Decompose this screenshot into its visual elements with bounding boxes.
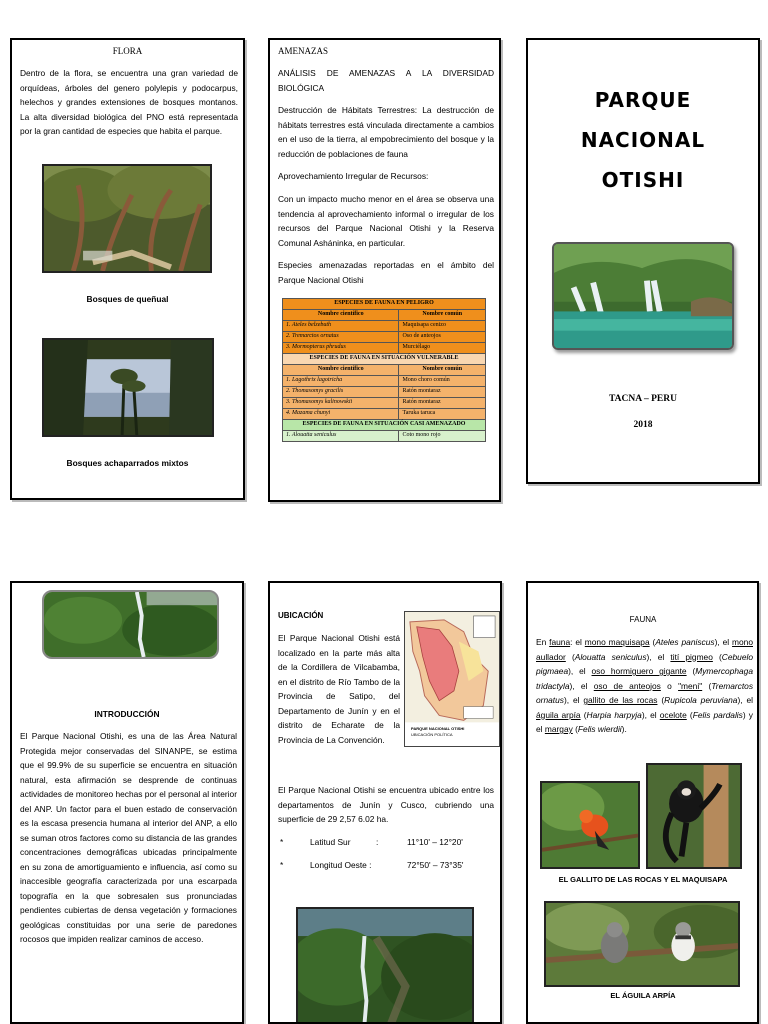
fauna-text: (: [580, 709, 587, 720]
fauna-text: mono aullador: [536, 637, 753, 662]
fauna-text: ).: [621, 724, 627, 734]
fauna-text: Tremarctos ornatus: [536, 680, 754, 705]
table-cell: Coto mono rojo: [399, 431, 486, 442]
fauna-text: ), el: [568, 666, 592, 676]
fauna-text: margay: [544, 724, 573, 734]
map-caption-2: UBICACIÓN POLÍTICA: [411, 732, 453, 737]
intro-panel: [10, 581, 244, 1024]
table-cell: 1. Ateles belzebuth: [283, 321, 399, 332]
fauna-title: FAUNA: [629, 615, 657, 624]
lat-value: 11°10' – 12°20': [407, 837, 463, 847]
amenazas-title: AMENAZAS: [278, 46, 329, 56]
table-cell: 1. Alouatta seniculus: [283, 431, 399, 442]
table-cell: 2. Tremarctos ornatus: [283, 332, 399, 343]
lon-label: Longitud Oeste :: [310, 860, 372, 870]
fauna-text: ) y el: [536, 709, 753, 734]
col-header-scientific: Nombre científico: [283, 310, 399, 321]
table-cell: Mono choro común: [399, 376, 486, 387]
cover-year: 2018: [633, 420, 653, 430]
location-map: [404, 611, 500, 747]
aguila-arpia-photo: [544, 901, 740, 987]
fauna-text: gallito de las rocas: [583, 695, 658, 705]
fauna-panel: [526, 581, 759, 1024]
cover-title-line-3: OTISHI: [601, 168, 685, 192]
fauna-text: ), el: [563, 695, 584, 705]
fauna-text: : el: [570, 637, 585, 647]
amenazas-p4: Especies amenazadas reportadas en el ámbito del Parque Nacional Otishi: [278, 260, 494, 285]
ubicacion-title: UBICACIÓN: [278, 611, 324, 620]
ubicacion-p2: El Parque Nacional Otishi se encuentra ubicado entre los departamentos de Junín y Cusco, cubriendo una superficie de 29 2,57 6.02 ha.: [278, 785, 494, 824]
fauna-text: Ateles paniscus: [655, 637, 715, 647]
fauna-text: (: [712, 651, 722, 662]
lat-bullet: *: [280, 837, 284, 847]
fauna-text: tití pigmeo: [670, 651, 713, 662]
fauna-text: Mymercophaga tridactyla: [536, 666, 753, 691]
gallito-photo: [540, 781, 640, 869]
table-cell: Murciélago: [399, 343, 486, 354]
fauna-text: (: [686, 666, 696, 676]
ubicacion-aerial-photo: [296, 907, 474, 1024]
table-cell: Oso de anteojos: [399, 332, 486, 343]
fauna-text: mono maquisapa: [584, 637, 650, 647]
table-cell: Ratón montaraz: [399, 398, 486, 409]
table-cell: 3. Thomasomys kalinowskii: [283, 398, 399, 409]
ubicacion-p1: El Parque Nacional Otishi está localizado en la parte más alta de la Cordillera de Vilcabamba, en el distrito de Río Tambo de la Provincia de Satipo, del Departamento de Junín y en el distrito de Echarate de la Provincia de La Convención.: [278, 633, 400, 745]
fauna-text: ), el: [646, 651, 671, 662]
cover-title: [528, 80, 758, 200]
fauna-caption-2: EL ÁGUILA ARPÍA: [610, 991, 676, 1000]
fauna-text: En: [536, 637, 550, 647]
lat-colon: :: [376, 837, 379, 847]
fauna-text: Felis wierdii: [577, 724, 622, 734]
table-section-casi-amenazado: ESPECIES DE FAUNA EN SITUACIÓN CASI AMENAZADO: [283, 420, 486, 431]
table-section-peligro: ESPECIES DE FAUNA EN PELIGRO: [283, 299, 486, 310]
amenazas-panel: [268, 38, 501, 502]
flora-caption-2: Bosques achaparrados mixtos: [66, 458, 189, 468]
fauna-text: o: [660, 680, 679, 691]
table-cell: 2. Thomasomys gracilis: [283, 387, 399, 398]
fauna-text: (: [657, 695, 665, 705]
fauna-text: Rupicola peruviana: [664, 695, 738, 705]
amenazas-p1: Destrucción de Hábitats Terrestres: La destrucción de hábitats terrestres está vinculada directamente a cambios en el uso de la tierra, al empobrecimiento del bosque y la reducción de poblaciones de fauna: [278, 105, 494, 159]
fauna-text: fauna: [549, 637, 571, 647]
map-caption-1: PARQUE NACIONAL OTISHI: [411, 726, 465, 731]
table-cell: Maquisapa cenizo: [399, 321, 486, 332]
intro-body: El Parque Nacional Otishi, es una de las Área Natural Protegida mejor conservadas del SINANPE, se estima que el 99.9% de su superficie se encuentra en situación natural, esta afirmación se desprende de continuas actividades de monitoreo hechas por el personal al interior del ANP. Un factor para el buen estado de conservación es la escasa presencia humana al interior del ANP, a ello se suman otros factores como su distancia de las grandes concentraciones demográficas ubicadas principalmente en su zona de amortiguamiento e influencia, así como su inaccesible geografía caracterizada por una escarpada topografía en la que sobresalen sus pronunciadas pendientes cubiertas de densa vegetación y formaciones geológicas constituidas por una serie de paredones rocosos que impiden realizar caminos de acceso.: [20, 731, 237, 944]
fauna-text: ), el: [737, 695, 753, 705]
lon-value: 72°50' – 73°35': [407, 860, 464, 870]
flora-panel: [10, 38, 245, 500]
flora-body: Dentro de la flora, se encuentra una gran variedad de orquídeas, árboles del genero polylepis y podocarpus, helechos y grandes extensiones de bosques montanos. La alta diversidad biológica del PNO está representada por la gran cantidad de especies que habita el parque.: [20, 68, 238, 136]
table-cell: 1. Lagothrix lagotricha: [283, 376, 399, 387]
fauna-body: [536, 635, 753, 737]
table-cell: 4. Mazama chunyi: [283, 409, 399, 420]
lat-label: Latitud Sur: [310, 837, 351, 847]
table-cell: Taruka taruca: [399, 409, 486, 420]
fauna-text: oso de anteojos: [593, 680, 661, 691]
lon-bullet: *: [280, 860, 284, 870]
col-header-common: Nombre común: [399, 365, 486, 376]
table-cell: Ratón montaraz: [399, 387, 486, 398]
cover-title-line-2: NACIONAL: [580, 128, 706, 152]
fauna-text: (: [702, 680, 712, 691]
flora-caption-1: Bosques de queñual: [86, 294, 169, 304]
fauna-text: águila arpía: [536, 709, 581, 720]
fauna-text: (: [565, 651, 575, 662]
cover-panel: [526, 38, 760, 484]
fauna-text: (: [686, 709, 693, 720]
cover-title-line-1: PARQUE: [594, 88, 692, 112]
amenazas-p3: Con un impacto mucho menor en el área se observa una tendencia al aprovechamiento informal o irregular de los recursos del Parque Nacional Otishi y la Reserva Comunal Asháninka, en particular.: [278, 194, 494, 248]
fauna-text: Cebuelo pigmaea: [536, 651, 753, 676]
fauna-text: Harpia harpyja: [586, 709, 642, 720]
flora-photo-quenual: [42, 164, 212, 273]
fauna-text: Felis pardalis: [692, 709, 743, 720]
fauna-caption-1: EL GALLITO DE LAS ROCAS Y EL MAQUISAPA: [558, 875, 728, 884]
maquisapa-photo: [646, 763, 742, 869]
fauna-text: Alouatta seniculus: [574, 651, 647, 662]
fauna-text: ocelote: [659, 709, 687, 720]
cover-place: TACNA – PERU: [609, 394, 677, 404]
table-cell: 3. Mormopterus phrudus: [283, 343, 399, 354]
fauna-text: ), el: [569, 680, 594, 691]
intro-aerial-photo: [42, 590, 219, 659]
threatened-species-table: [282, 298, 486, 442]
fauna-text: "meni": [678, 680, 703, 691]
fauna-text: ), el: [714, 637, 733, 647]
amenazas-subtitle: ANÁLISIS DE AMENAZAS A LA DIVERSIDAD BIOLÓGICA: [278, 68, 494, 93]
col-header-common: Nombre común: [399, 310, 486, 321]
col-header-scientific: Nombre científico: [283, 365, 399, 376]
flora-photo-achaparrados: [42, 338, 214, 437]
fauna-text: (: [572, 724, 578, 734]
fauna-text: oso hormiguero gigante: [591, 666, 687, 676]
table-section-vulnerable: ESPECIES DE FAUNA EN SITUACIÓN VULNERABLE: [283, 354, 486, 365]
amenazas-p2: Aprovechamiento Irregular de Recursos:: [278, 171, 429, 181]
intro-title: INTRODUCCIÓN: [94, 709, 160, 719]
flora-title: FLORA: [112, 46, 143, 56]
fauna-text: (: [649, 637, 656, 647]
cover-waterfall-photo: [552, 242, 734, 350]
fauna-text: ), el: [641, 709, 660, 720]
ubicacion-panel: [268, 581, 502, 1024]
